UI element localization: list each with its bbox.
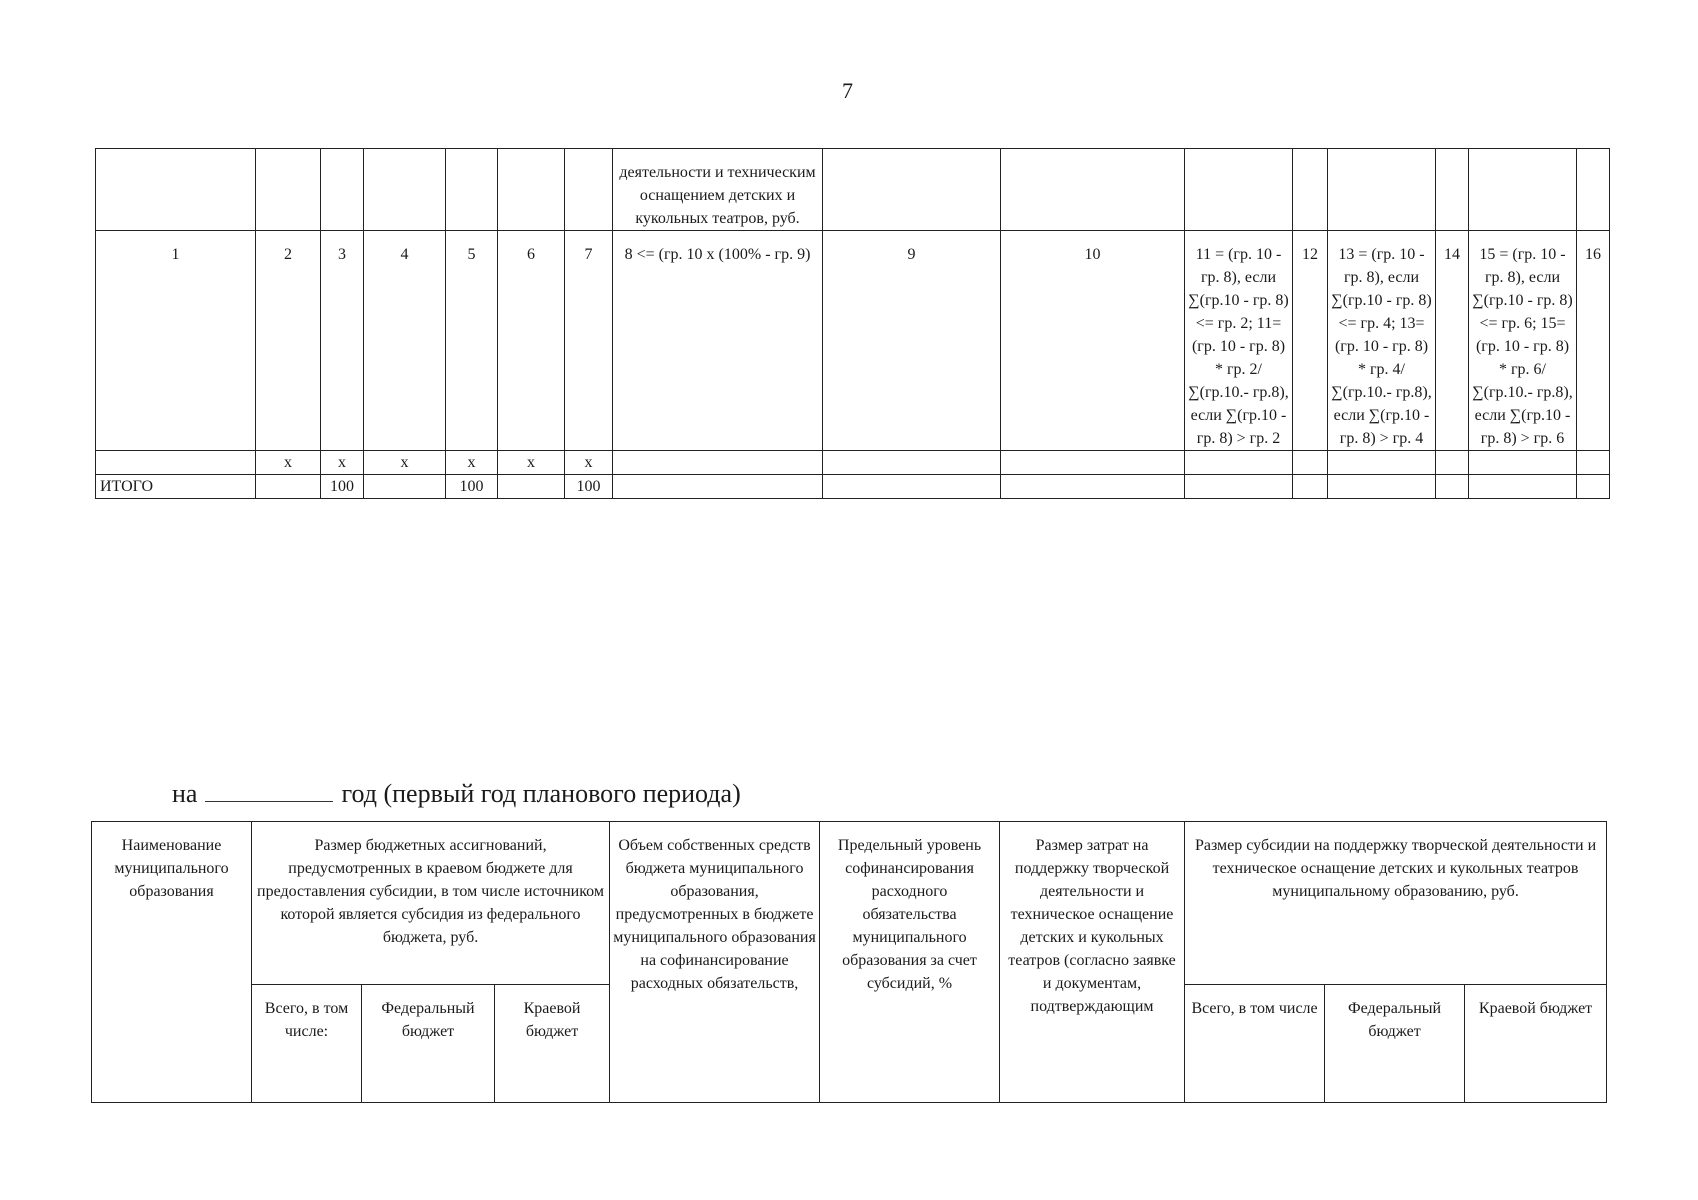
x-cell: х [446, 451, 498, 475]
formula-cell: 15 = (гр. 10 - гр. 8), если ∑(гр.10 - гр. 8) <= гр. 6; 15= (гр. 10 - гр. 8) * гр. 6/ ∑(гр.10.- гр.8), если ∑(гр.10 - гр. 8) > гр. 6 [1469, 231, 1577, 451]
subheader-regional: Краевой бюджет [1465, 985, 1607, 1103]
header-carryover-cell: деятельности и техническим оснащением детских и кукольных театров, руб. [613, 149, 823, 231]
col-number: 7 [565, 231, 613, 451]
formula-cell: 13 = (гр. 10 - гр. 8), если ∑(гр.10 - гр. 8) <= гр. 4; 13= (гр. 10 - гр. 8) * гр. 4/ ∑(гр.10.- гр.8), если ∑(гр.10 - гр. 8) > гр. 4 [1328, 231, 1436, 451]
x-cell: х [498, 451, 565, 475]
subheader-federal: Федеральный бюджет [1325, 985, 1465, 1103]
col-number: 16 [1577, 231, 1610, 451]
col-number: 9 [823, 231, 1001, 451]
col-number: 6 [498, 231, 565, 451]
column-numbers-row [96, 231, 1610, 451]
col-number: 8 <= (гр. 10 х (100% - гр. 9) [613, 231, 823, 451]
total-value: 100 [446, 475, 498, 499]
subheader-regional: Краевой бюджет [495, 985, 610, 1103]
first-planned-year-table [91, 821, 1607, 1103]
col-number: 10 [1001, 231, 1185, 451]
subheader-total: Всего, в том числе: [252, 985, 362, 1103]
col-number: 3 [321, 231, 364, 451]
header-carryover-row [96, 149, 1610, 231]
header-cofinancing-level: Предельный уровень софинансирования расходного обязательства муниципального образования за счет субсидий, % [820, 822, 1000, 1103]
header-subsidy-size: Размер субсидии на поддержку творческой деятельности и техническое оснащение детских и кукольных театров муниципальному образованию, руб. [1185, 822, 1607, 985]
total-row [96, 475, 1610, 499]
total-value: 100 [321, 475, 364, 499]
x-cell: х [364, 451, 446, 475]
col-number: 5 [446, 231, 498, 451]
col-number: 12 [1293, 231, 1328, 451]
total-label: ИТОГО [96, 475, 256, 499]
col-number: 14 [1436, 231, 1469, 451]
x-cell: х [565, 451, 613, 475]
subheader-federal: Федеральный бюджет [362, 985, 495, 1103]
col-number: 1 [96, 231, 256, 451]
year-blank [205, 781, 333, 802]
header-budget-allocations: Размер бюджетных ассигнований, предусмотренных в краевом бюджете для предоставления субсидии, в том числе источником которой является субсидия из федерального бюджета, руб. [252, 822, 610, 985]
page-number: 7 [842, 78, 853, 103]
total-value: 100 [565, 475, 613, 499]
x-row [96, 451, 1610, 475]
section-heading: на год (первый год планового периода) [172, 779, 741, 808]
header-costs: Размер затрат на поддержку творческой деятельности и техническое оснащение детских и кукольных театров (согласно заявке и документам, подтверждающим [1000, 822, 1185, 1103]
subheader-total: Всего, в том числе [1185, 985, 1325, 1103]
formula-cell: 11 = (гр. 10 - гр. 8), если ∑(гр.10 - гр. 8) <= гр. 2; 11= (гр. 10 - гр. 8) * гр. 2/ ∑(гр.10.- гр.8), если ∑(гр.10 - гр. 8) > гр. 2 [1185, 231, 1293, 451]
x-cell: х [321, 451, 364, 475]
continued-table [95, 148, 1610, 499]
col-number: 2 [256, 231, 321, 451]
header-own-funds: Объем собственных средств бюджета муниципального образования, предусмотренных в бюджете муниципального образования на софинансирование расходных обязательств, [610, 822, 820, 1103]
header-municipality: Наименование муниципального образования [92, 822, 252, 1103]
col-number: 4 [364, 231, 446, 451]
x-cell: х [256, 451, 321, 475]
